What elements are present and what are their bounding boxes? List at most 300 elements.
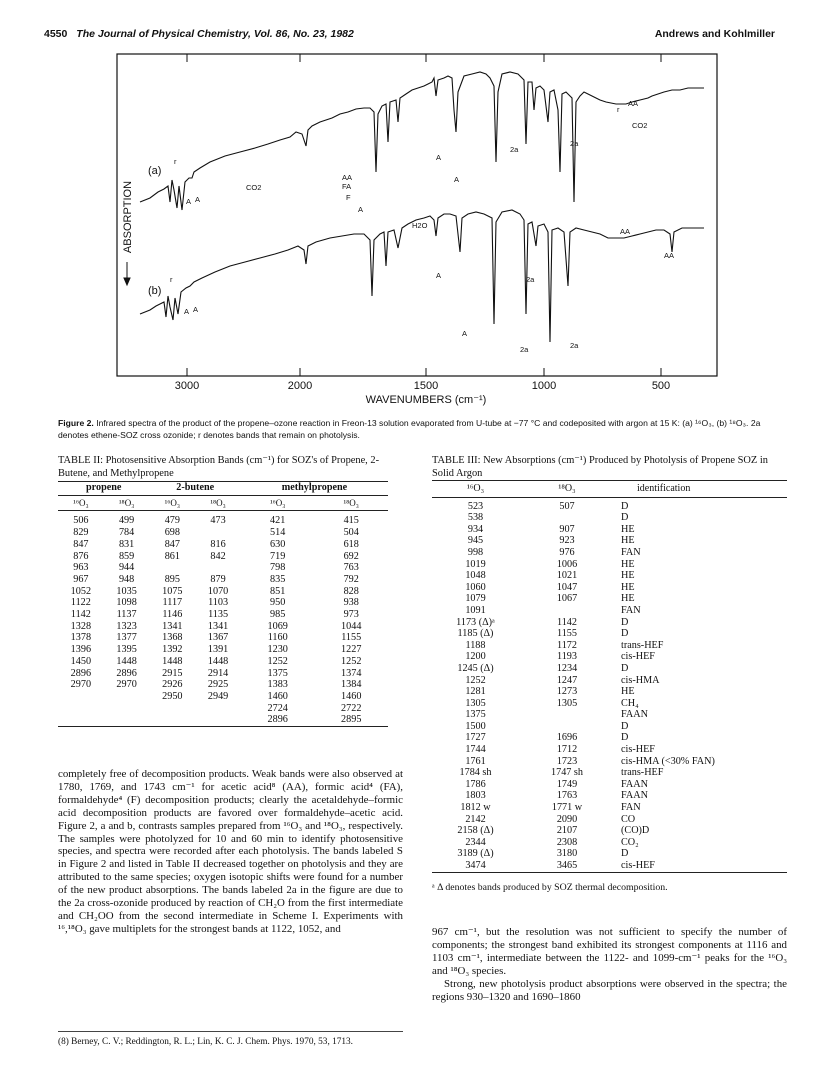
table2-cell: 1448	[116, 655, 137, 667]
table3-cell: 1723	[556, 755, 578, 767]
table2-cell: 1035	[116, 585, 137, 597]
table3-row	[432, 825, 787, 837]
spectrum-trace-a	[140, 72, 704, 210]
table2-cell: 1252	[341, 655, 362, 667]
table3-row	[432, 524, 787, 536]
table3-header: identification	[637, 483, 691, 494]
table3-cell: 1727	[465, 732, 486, 744]
table2-cell: 1392	[162, 644, 183, 656]
table2-cell: 499	[118, 515, 135, 527]
table3-cell: 1712	[556, 744, 578, 756]
table3-cell: 1744	[465, 744, 486, 756]
table3-body	[432, 497, 787, 872]
table2-cell: 835	[270, 573, 286, 585]
table2-row	[58, 679, 388, 691]
table3-cell: 1234	[556, 662, 578, 674]
band-label: CO2	[632, 121, 648, 130]
band-label: A	[436, 153, 442, 162]
table2-cell: 2724	[267, 702, 288, 714]
table3-cell: 1281	[465, 686, 486, 698]
table3-cell: 1188	[465, 639, 486, 651]
table2-group-header: methylpropene	[241, 482, 388, 496]
table2-cell: 1160	[267, 632, 288, 644]
table2-subheader: ¹⁶O₃	[269, 497, 286, 508]
table2-cell: 1391	[207, 644, 229, 656]
table3-cell: 1786	[465, 778, 486, 790]
table2-cell: 2722	[341, 702, 362, 714]
table2-cell: 719	[270, 550, 286, 562]
table3-cell: 1079	[465, 593, 486, 605]
table2-cell: 1377	[116, 632, 137, 644]
table2-row	[58, 574, 388, 586]
running-header-authors: Andrews and Kohlmiller	[654, 28, 775, 40]
table2-row	[58, 644, 388, 656]
x-tick-label: 1500	[413, 380, 439, 392]
table2	[58, 481, 388, 727]
table3-cell: 1375	[465, 709, 486, 721]
table2-cell: 692	[343, 550, 359, 562]
table2-cell: 828	[343, 585, 359, 597]
trace-label-a: (a)	[148, 165, 162, 177]
table2-cell: 1396	[70, 644, 92, 656]
table3-row	[432, 628, 787, 640]
band-label: 2a	[510, 145, 519, 154]
table3-cell: CO₂	[621, 836, 639, 848]
table2-cell	[149, 562, 195, 574]
table3-cell: HE	[621, 581, 635, 593]
table3-cell: 1006	[556, 558, 578, 570]
table3-cell	[527, 709, 607, 721]
table2-row	[58, 691, 388, 703]
table3-cell: D	[621, 512, 629, 524]
table2-title: TABLE II: Photosensitive Absorption Bands (cm⁻¹) for SOZ's of Propene, 2-Butene, and Methylpropene	[58, 455, 380, 479]
table2-cell: 504	[343, 527, 359, 539]
figure-caption-text: Infrared spectra of the product of the propene–ozone reaction in Freon-13 solution evaporated from U-tube at −77 °C and codeposited with argon at 15 K: (a) ¹⁶O₃, (b) ¹⁸O₃. 2a denotes ethene-SOZ cross ozonide; r denotes bands that remain on photolysis.	[58, 418, 761, 440]
table2-cell: 2949	[207, 690, 229, 702]
table2-cell: 1135	[208, 609, 229, 621]
journal-title: The Journal of Physical Chemistry, Vol. 86, No. 23, 1982	[76, 28, 354, 40]
table2-cell: 1460	[267, 690, 288, 702]
running-header-left	[44, 28, 354, 40]
table2-row	[58, 586, 388, 598]
table3-cell: 1155	[557, 628, 577, 640]
table2-cell	[149, 714, 195, 726]
table3-cell: 1172	[557, 639, 577, 651]
table3-row	[432, 582, 787, 594]
band-label: r	[617, 105, 620, 114]
table2-cell: 1142	[70, 609, 91, 621]
table2-cell: 1378	[70, 632, 92, 644]
table2-cell: 1367	[207, 632, 229, 644]
table3-cell: HE	[621, 593, 635, 605]
table2-cell	[58, 703, 104, 715]
table3-cell: 976	[559, 546, 575, 558]
table3-cell: 1771 w	[551, 802, 583, 814]
table2-row	[58, 527, 388, 539]
table2-cell: 2926	[162, 679, 183, 691]
table3-cell: 907	[559, 523, 575, 535]
table3-cell: 2308	[556, 836, 578, 848]
table2-cell: 698	[164, 527, 180, 539]
table3-row	[432, 570, 787, 582]
table3-cell: 2107	[556, 825, 578, 837]
table3-cell: 2158 (Δ)	[457, 825, 494, 837]
table2-cell: 1122	[70, 597, 91, 609]
table3-cell: 1305	[465, 697, 486, 709]
band-label: 2a	[570, 341, 579, 350]
table3-cell: 1747 sh	[551, 767, 583, 779]
y-axis-label: ABSORPTION	[122, 180, 134, 254]
figure-frame	[117, 54, 717, 376]
table2-cell: 415	[343, 515, 359, 527]
x-axis-label: WAVENUMBERS (cm⁻¹)	[365, 394, 487, 406]
table3-cell: cis-HMA (<30% FAN)	[621, 755, 715, 767]
table2-cell: 2895	[341, 714, 362, 726]
table3-cell: (CO)D	[621, 825, 650, 837]
table3-row	[432, 756, 787, 768]
table3-cell: CH₄	[621, 697, 639, 709]
table3-cell: HE	[621, 570, 635, 582]
table3-cell: 1048	[465, 570, 486, 582]
table3-cell: D	[621, 732, 629, 744]
band-label: r	[174, 157, 177, 166]
table3-cell: FAAN	[621, 790, 648, 802]
table3-cell: 3189 (Δ)	[457, 848, 494, 860]
table3-title: TABLE III: New Absorptions (cm⁻¹) Produced by Photolysis of Propene SOZ in Solid Argon	[432, 455, 768, 479]
table2-cell: 879	[210, 573, 226, 585]
table3-cell: CO	[621, 813, 636, 825]
table2-group-header: 2-butene	[149, 482, 240, 496]
table3-row	[432, 721, 787, 733]
table2-subheader: ¹⁶O₃	[73, 497, 89, 508]
table2-cell: 618	[343, 538, 359, 550]
table2-row	[58, 621, 388, 633]
table3-cell: 1812 w	[460, 802, 491, 814]
table3-cell: 1247	[556, 674, 578, 686]
table2-cell: 1375	[267, 667, 288, 679]
table2-subheader: ¹⁸O₃	[210, 497, 226, 508]
table2-cell: 948	[118, 573, 135, 585]
table2-cell: 1448	[207, 655, 229, 667]
table3-cell: D	[621, 720, 629, 732]
table2-cell: 1155	[341, 632, 362, 644]
table3-cell: 1252	[465, 674, 486, 686]
table2-cell: 2896	[70, 667, 92, 679]
table3-cell	[527, 605, 607, 617]
table3-cell: 3465	[556, 860, 578, 871]
table2-row	[58, 511, 388, 527]
x-tick-label: 1000	[531, 380, 557, 392]
table2-cell: 2925	[207, 679, 229, 691]
table3-cell: 923	[559, 535, 575, 547]
table2-row	[58, 703, 388, 715]
table2-cell: 1146	[162, 609, 183, 621]
table2-cell: 473	[210, 515, 226, 527]
table3-cell: 1067	[556, 593, 578, 605]
table2-row	[58, 562, 388, 574]
table2-cell: 1341	[162, 620, 183, 632]
table3-cell: 945	[467, 535, 484, 547]
table3-cell: 1763	[556, 790, 578, 802]
table2-cell: 963	[73, 562, 89, 574]
table3-cell: HE	[621, 535, 635, 547]
table2-cell	[195, 703, 241, 715]
table2-cell: 876	[73, 550, 89, 562]
table3-row	[432, 709, 787, 721]
table2-cell: 2896	[116, 667, 137, 679]
table3-cell: FAAN	[621, 778, 648, 790]
table2-cell: 847	[164, 538, 180, 550]
table3-cell: D	[621, 616, 629, 628]
band-label: AA	[620, 227, 631, 236]
table3-cell: HE	[621, 686, 635, 698]
table2-cell: 798	[270, 562, 286, 574]
table2-cell	[195, 562, 241, 574]
table2-cell: 1227	[341, 644, 362, 656]
table3-row	[432, 605, 787, 617]
table2-cell: 1341	[207, 620, 229, 632]
table2-cell: 1252	[267, 655, 288, 667]
table3-row	[432, 559, 787, 571]
band-label: 2a	[570, 139, 579, 148]
table2-cell: 851	[270, 585, 286, 597]
table3-footnote: ᵃ Δ denotes bands produced by SOZ thermal decomposition.	[432, 882, 668, 893]
table2-cell: 2896	[267, 714, 288, 726]
table3-row	[432, 640, 787, 652]
table3-cell: 1047	[556, 581, 578, 593]
table2-cell: 1230	[267, 644, 288, 656]
table3-row	[432, 837, 787, 849]
table2-cell: 816	[210, 538, 226, 550]
table3-row	[432, 686, 787, 698]
table2-cell: 950	[270, 597, 286, 609]
table3-row	[432, 767, 787, 779]
table2-cell: 1137	[116, 609, 137, 621]
band-label: H2O	[412, 221, 428, 230]
table3-row	[432, 593, 787, 605]
table2-cell: 2914	[207, 667, 229, 679]
x-tick-label: 500	[651, 380, 671, 392]
band-label: AA	[628, 99, 639, 108]
x-tick-label: 3000	[174, 380, 200, 392]
table3-cell: 1060	[465, 581, 486, 593]
table3-cell: cis-HEF	[621, 651, 655, 663]
table3-row	[432, 790, 787, 802]
table3-row	[432, 651, 787, 663]
table2-cell: 1103	[208, 597, 229, 609]
table3-cell: D	[621, 662, 629, 674]
table2-row	[58, 632, 388, 644]
table2-cell: 861	[164, 550, 180, 562]
table2-cell: 479	[164, 515, 180, 527]
table2-cell: 967	[73, 573, 89, 585]
table3-cell	[527, 721, 607, 733]
table3-cell: 1142	[557, 616, 577, 628]
body-paragraph-right	[432, 926, 787, 1003]
table3-cell: HE	[621, 558, 635, 570]
table3-cell: 1305	[556, 697, 578, 709]
table3-cell: 1245 (Δ)	[457, 662, 494, 674]
table3-row	[432, 802, 787, 814]
table3-cell: 3180	[556, 848, 578, 860]
table3-cell: 1173 (Δ)ᵃ	[456, 616, 495, 628]
table2-cell: 1098	[116, 597, 137, 609]
table3-row	[432, 663, 787, 675]
table2-cell: 831	[118, 538, 135, 550]
table2-row	[58, 668, 388, 680]
table3-cell: 1696	[556, 732, 578, 744]
table2-cell: 421	[270, 515, 286, 527]
table3-row	[432, 732, 787, 744]
table2-cell: 1328	[70, 620, 92, 632]
table2-cell: 1323	[116, 620, 137, 632]
table2-cell: 973	[343, 609, 359, 621]
table3-cell: 523	[467, 500, 484, 512]
band-label: A	[358, 205, 364, 214]
band-label: CO2	[246, 183, 262, 192]
table3-cell: cis-HEF	[621, 860, 655, 871]
table2-cell: 1395	[116, 644, 137, 656]
table3	[432, 480, 787, 873]
table3-cell: 2344	[465, 836, 486, 848]
table2-group-header: propene	[58, 482, 149, 496]
table2-row	[58, 714, 388, 726]
table2-cell	[195, 527, 241, 539]
table3-cell: 1185 (Δ)	[457, 628, 494, 640]
table2-cell: 630	[270, 538, 286, 550]
table3-cell: 998	[467, 546, 484, 558]
table3-cell: 2090	[556, 813, 578, 825]
table3-cell: 1761	[465, 755, 486, 767]
table3-cell: cis-HEF	[621, 744, 655, 756]
table3-cell: 934	[467, 523, 484, 535]
page-number: 4550	[44, 28, 68, 40]
table3-header: ¹⁸O₃	[558, 483, 576, 494]
table3-cell: cis-HMA	[621, 674, 660, 686]
body-paragraph-right-2: Strong, new photolysis product absorptions were observed in the spectra; the regions 930–1320 and 1690–1860	[432, 977, 787, 1003]
table2-cell: 2950	[162, 690, 183, 702]
table2-cell: 944	[118, 562, 135, 574]
table3-cell: 1273	[556, 686, 578, 698]
x-tick-label: 2000	[287, 380, 313, 392]
table3-row	[432, 535, 787, 547]
table3-cell: 1749	[556, 778, 578, 790]
table3-cell: 1803	[465, 790, 486, 802]
table3-row	[432, 860, 787, 872]
table2-cell: 763	[343, 562, 359, 574]
table3-cell: trans-HEF	[621, 639, 664, 651]
table2-cell: 1383	[267, 679, 288, 691]
table3-cell: 538	[467, 512, 484, 524]
table3-row	[432, 698, 787, 710]
table2-cell: 1075	[162, 585, 183, 597]
table2-cell: 1460	[341, 690, 362, 702]
band-label: AA	[664, 251, 675, 260]
table2-cell: 938	[343, 597, 359, 609]
table3-row	[432, 547, 787, 559]
table2-cell: 1117	[162, 597, 183, 609]
table2-cell: 1069	[267, 620, 288, 632]
table2-cell: 1070	[207, 585, 229, 597]
band-label: 2a	[526, 275, 535, 284]
x-axis-ticks	[187, 54, 661, 376]
table3-cell: FAN	[621, 604, 641, 616]
table3-cell: D	[621, 848, 629, 860]
figure-caption	[58, 417, 783, 441]
table2-cell: 842	[210, 550, 226, 562]
body-paragraph-left: completely free of decomposition products. Weak bands were also observed at 1780, 1769, and 1743 cm⁻¹ for acetic acid⁸ (AA), formic acid⁴ (FA), formaldehyde⁴ (F) decomposition products; clearly the acetaldehyde–formic acid decomposition products are favored over formaldehyde–acetic acid. Figure 2, a and b, contrasts samples prepared from ¹⁶O₃ and ¹⁸O₃, respectively. The samples were photolyzed for 10 and 60 min to identify photosensitive species, and spectra were recorded after each photolysis. The bands labeled S in Figure 2 and listed in Table II decreased together on photolysis and they are attributed to the same species; oxygen isotopic shifts were found for a number of the new product absorptions. The bands labeled 2a in the figure are due to the 2a cross-ozonide produced by reaction of CH₂O from the first intermediate and CH₂OO from the second intermediate in Scheme I. Experiments with ¹⁶,¹⁸O₃ gave multiplets for the strongest bands at 1122, 1052, and	[58, 768, 403, 935]
band-label: A	[184, 307, 190, 316]
ir-spectra-figure	[40, 52, 795, 407]
table3-row	[432, 617, 787, 629]
band-label: A	[462, 329, 468, 338]
table3-row	[432, 675, 787, 687]
trace-label-b: (b)	[148, 285, 162, 297]
table2-row	[58, 551, 388, 563]
table2-subheader: ¹⁶O₃	[164, 497, 181, 508]
table2-row	[58, 609, 388, 621]
table2-cell: 1450	[70, 655, 92, 667]
table3-cell: 1784 sh	[459, 767, 492, 779]
table3-cell: 1021	[556, 570, 578, 582]
table3-row	[432, 497, 787, 512]
band-label: A	[454, 175, 460, 184]
table3-cell: FAN	[621, 802, 641, 814]
band-labels	[170, 99, 674, 354]
table2-cell: 847	[73, 538, 89, 550]
band-label: r	[170, 275, 173, 284]
table2-cell: 829	[73, 527, 89, 539]
table2-cell: 985	[270, 609, 286, 621]
table2-cell: 859	[118, 550, 135, 562]
table3-cell: 1091	[465, 604, 486, 616]
table3-row	[432, 512, 787, 524]
table2-cell	[58, 714, 104, 726]
table3-cell: HE	[621, 523, 635, 535]
figure-caption-label: Figure 2.	[58, 418, 94, 428]
table3-cell	[527, 512, 607, 524]
table3-cell: 1193	[557, 651, 577, 663]
table2-body	[58, 511, 388, 727]
table2-cell	[104, 691, 150, 703]
table2-cell	[58, 691, 104, 703]
band-label: F	[346, 193, 351, 202]
band-label: A	[195, 195, 201, 204]
table2-cell: 506	[73, 515, 89, 527]
table2-row	[58, 597, 388, 609]
y-axis-arrow	[124, 262, 130, 285]
table3-cell: trans-HEF	[621, 767, 664, 779]
table2-row	[58, 656, 388, 668]
table3-cell: 2142	[465, 813, 486, 825]
table2-cell	[149, 703, 195, 715]
table2-cell: 1368	[162, 632, 183, 644]
table2-cell: 895	[164, 573, 180, 585]
band-label: 2a	[520, 345, 529, 354]
table3-row	[432, 744, 787, 756]
table2-row	[58, 539, 388, 551]
table2-cell: 784	[118, 527, 135, 539]
body-paragraph-right-1: 967 cm⁻¹, but the resolution was not sufficient to specify the number of components; the strongest band exhibited its strongest components at 1116 and 1103 cm⁻¹, intermediate between the 1122- and 1099-cm⁻¹ peaks for the ¹⁶O₃ and ¹⁸O₃ species.	[432, 926, 787, 977]
band-label: AA	[342, 173, 353, 182]
table2-cell: 792	[343, 573, 359, 585]
table2-cell: 514	[270, 527, 286, 539]
table3-cell: D	[621, 500, 629, 512]
table3-cell: FAN	[621, 546, 641, 558]
table3-cell: FAAN	[621, 709, 648, 721]
table2-cell: 1448	[162, 655, 183, 667]
table2-cell	[104, 714, 150, 726]
